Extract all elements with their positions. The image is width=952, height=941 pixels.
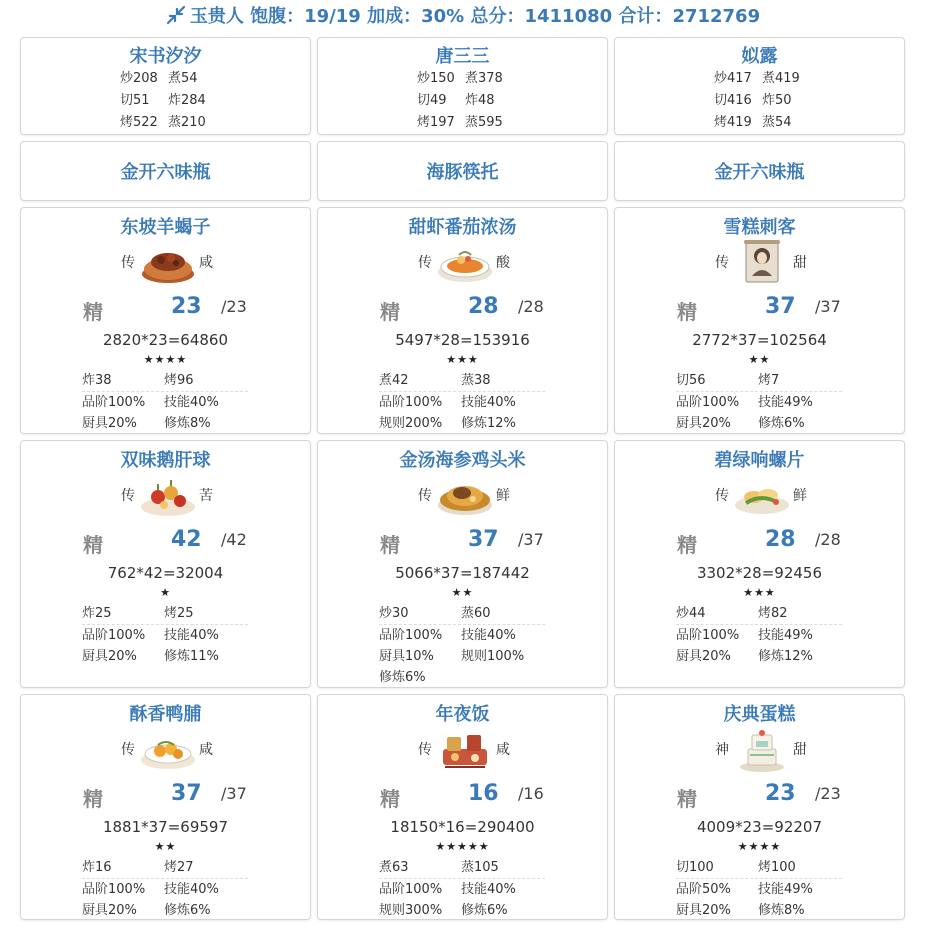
grade-label: 精 bbox=[380, 533, 400, 557]
new-year-feast-icon bbox=[435, 723, 495, 775]
dish-card-9[interactable] bbox=[614, 694, 905, 920]
skill-requirement: 烤25 bbox=[164, 606, 194, 621]
quantity-max: /28 bbox=[815, 530, 841, 549]
dish-card-5[interactable] bbox=[317, 440, 608, 688]
bonus-item: 品阶100% bbox=[82, 628, 146, 643]
bonus-list bbox=[82, 879, 252, 920]
dish-name: 庆典蛋糕 bbox=[723, 704, 796, 725]
summary-header bbox=[0, 3, 926, 31]
skill-requirement: 烤7 bbox=[758, 373, 780, 388]
score-formula: 2820*23=64860 bbox=[102, 331, 229, 349]
skill-requirement: 烤82 bbox=[758, 606, 788, 621]
bonus-item: 技能49% bbox=[758, 882, 813, 897]
skill-requirement: 炸38 bbox=[82, 373, 112, 388]
skill-requirement: 烤96 bbox=[164, 373, 194, 388]
score-label: 总分： bbox=[470, 6, 525, 27]
bonus-item: 技能40% bbox=[164, 882, 219, 897]
rarity-label: 传 bbox=[715, 255, 729, 271]
quantity-max: /23 bbox=[221, 297, 247, 316]
quantity-max: /37 bbox=[221, 784, 247, 803]
skill-requirements bbox=[379, 603, 545, 625]
guest-name: 玉贵人 bbox=[189, 6, 244, 27]
bonus-value: 30% bbox=[421, 6, 465, 27]
chef-skills bbox=[417, 68, 527, 134]
skill-requirements bbox=[379, 370, 545, 392]
soup-bowl-icon bbox=[435, 236, 495, 288]
taste-label: 鲜 bbox=[793, 488, 807, 504]
skill-requirement: 切100 bbox=[676, 860, 714, 875]
rarity-label: 传 bbox=[418, 742, 432, 758]
bonus-item: 技能40% bbox=[461, 882, 516, 897]
fullness-label: 饱腹： bbox=[250, 6, 305, 27]
star-rating: ★★ bbox=[154, 840, 177, 853]
rarity-label: 传 bbox=[418, 255, 432, 271]
equipment-card-2[interactable] bbox=[317, 141, 608, 201]
bonus-item: 技能40% bbox=[461, 628, 516, 643]
grade-label: 精 bbox=[83, 787, 103, 811]
skill-value: 炒150 bbox=[417, 71, 455, 86]
chef-name: 姒露 bbox=[741, 46, 778, 67]
grade-label: 精 bbox=[380, 300, 400, 324]
quantity-value[interactable]: 16 bbox=[468, 781, 499, 806]
bonus-list bbox=[676, 392, 846, 434]
bonus-item: 厨具10% bbox=[379, 649, 434, 664]
equipment-name: 金开六味瓶 bbox=[120, 162, 211, 183]
bonus-item: 技能49% bbox=[758, 395, 813, 410]
skill-requirement: 炸25 bbox=[82, 606, 112, 621]
bonus-item: 技能40% bbox=[164, 395, 219, 410]
bonus-item: 修炼12% bbox=[758, 649, 813, 664]
star-rating: ★★★★ bbox=[737, 840, 782, 853]
bonus-item: 规则200% bbox=[379, 416, 443, 431]
dish-name: 年夜饭 bbox=[435, 704, 490, 725]
quantity-value[interactable]: 23 bbox=[765, 781, 796, 806]
skill-requirements bbox=[379, 857, 545, 879]
score-value: 1411080 bbox=[524, 6, 613, 27]
bonus-list bbox=[379, 625, 549, 688]
bonus-list bbox=[82, 392, 252, 434]
score-formula: 762*42=32004 bbox=[107, 564, 224, 582]
rarity-label: 传 bbox=[121, 488, 135, 504]
skill-requirement: 炒44 bbox=[676, 606, 706, 621]
bonus-item: 品阶100% bbox=[676, 628, 740, 643]
star-rating: ★★★ bbox=[743, 586, 776, 599]
skill-requirements bbox=[676, 857, 842, 879]
taste-label: 苦 bbox=[199, 488, 213, 504]
dish-card-3[interactable] bbox=[614, 207, 905, 434]
bonus-list bbox=[676, 879, 846, 920]
rarity-label: 神 bbox=[715, 742, 729, 758]
skill-value: 煮419 bbox=[762, 71, 800, 86]
skill-value: 烤197 bbox=[417, 115, 455, 130]
dish-card-7[interactable] bbox=[20, 694, 311, 920]
bonus-item: 规则300% bbox=[379, 903, 443, 918]
quantity-max: /37 bbox=[815, 297, 841, 316]
skill-requirement: 烤27 bbox=[164, 860, 194, 875]
grade-label: 精 bbox=[677, 533, 697, 557]
rarity-label: 传 bbox=[121, 255, 135, 271]
conch-slices-icon bbox=[732, 469, 792, 521]
quantity-value[interactable]: 37 bbox=[468, 527, 499, 552]
taste-label: 咸 bbox=[199, 255, 213, 271]
quantity-value[interactable]: 37 bbox=[171, 781, 202, 806]
total-label: 合计： bbox=[618, 6, 673, 27]
bonus-item: 品阶100% bbox=[676, 395, 740, 410]
skill-value: 蒸54 bbox=[762, 115, 792, 130]
dish-card-2[interactable] bbox=[317, 207, 608, 434]
taste-label: 咸 bbox=[496, 742, 510, 758]
bonus-item: 技能40% bbox=[461, 395, 516, 410]
equipment-card-3[interactable] bbox=[614, 141, 905, 201]
dish-name: 甜虾番茄浓汤 bbox=[408, 217, 517, 238]
fullness-value: 19/19 bbox=[304, 6, 361, 27]
bonus-item: 厨具20% bbox=[676, 649, 731, 664]
taste-label: 咸 bbox=[199, 742, 213, 758]
score-formula: 18150*16=290400 bbox=[390, 818, 535, 836]
score-formula: 5497*28=153916 bbox=[395, 331, 530, 349]
skill-value: 蒸210 bbox=[168, 115, 206, 130]
bonus-item: 规则100% bbox=[461, 649, 525, 664]
rarity-label: 传 bbox=[418, 488, 432, 504]
bonus-item: 修炼11% bbox=[164, 649, 219, 664]
dish-name: 双味鹅肝球 bbox=[120, 450, 211, 471]
skill-value: 炒417 bbox=[714, 71, 752, 86]
scroll-portrait-icon bbox=[732, 236, 792, 288]
star-rating: ★ bbox=[160, 586, 171, 599]
equipment-name: 海豚筷托 bbox=[426, 162, 499, 183]
bonus-list bbox=[82, 625, 252, 667]
skill-requirements bbox=[82, 857, 248, 879]
skill-value: 煮54 bbox=[168, 71, 198, 86]
skill-requirement: 蒸105 bbox=[461, 860, 499, 875]
dish-card-1[interactable] bbox=[20, 207, 311, 434]
quantity-max: /23 bbox=[815, 784, 841, 803]
bonus-item: 技能40% bbox=[164, 628, 219, 643]
skill-value: 炸284 bbox=[168, 93, 206, 108]
star-rating: ★★★ bbox=[446, 353, 479, 366]
chef-card-2[interactable] bbox=[317, 37, 608, 135]
bonus-item: 修炼6% bbox=[461, 903, 508, 918]
skill-value: 蒸595 bbox=[465, 115, 503, 130]
dish-name: 东坡羊蝎子 bbox=[120, 217, 211, 238]
total-value: 2712769 bbox=[672, 6, 761, 27]
bonus-item: 厨具20% bbox=[82, 649, 137, 664]
equipment-name: 金开六味瓶 bbox=[714, 162, 805, 183]
quantity-max: /37 bbox=[518, 530, 544, 549]
bonus-item: 修炼12% bbox=[461, 416, 516, 431]
skill-value: 炸50 bbox=[762, 93, 792, 108]
taste-label: 鲜 bbox=[496, 488, 510, 504]
skill-value: 切416 bbox=[714, 93, 752, 108]
bonus-item: 厨具20% bbox=[676, 903, 731, 918]
skill-value: 煮378 bbox=[465, 71, 503, 86]
quantity-value[interactable]: 28 bbox=[468, 294, 499, 319]
collapse-arrows-icon[interactable] bbox=[166, 5, 186, 25]
skill-requirement: 蒸38 bbox=[461, 373, 491, 388]
quantity-value[interactable]: 23 bbox=[171, 294, 202, 319]
bonus-list bbox=[379, 392, 549, 434]
score-formula: 4009*23=92207 bbox=[696, 818, 823, 836]
star-rating: ★★★★★ bbox=[435, 840, 490, 853]
skill-value: 切51 bbox=[120, 93, 150, 108]
rarity-label: 传 bbox=[715, 488, 729, 504]
dish-name: 酥香鸭脯 bbox=[129, 704, 202, 725]
skill-requirements bbox=[82, 370, 248, 392]
equipment-card-1[interactable] bbox=[20, 141, 311, 201]
grade-label: 精 bbox=[677, 300, 697, 324]
dish-name: 碧绿响螺片 bbox=[714, 450, 805, 471]
golden-soup-icon bbox=[435, 469, 495, 521]
score-formula: 3302*28=92456 bbox=[696, 564, 823, 582]
star-rating: ★★ bbox=[748, 353, 771, 366]
skill-requirement: 切56 bbox=[676, 373, 706, 388]
taste-label: 酸 bbox=[496, 255, 510, 271]
dish-card-8[interactable] bbox=[317, 694, 608, 920]
bonus-item: 品阶100% bbox=[379, 882, 443, 897]
bonus-item: 品阶100% bbox=[379, 395, 443, 410]
skill-requirements bbox=[676, 603, 842, 625]
quantity-max: /28 bbox=[518, 297, 544, 316]
braised-meat-dish-icon bbox=[138, 236, 198, 288]
chef-name: 唐三三 bbox=[435, 46, 490, 67]
skill-requirement: 煮63 bbox=[379, 860, 409, 875]
dish-card-4[interactable] bbox=[20, 440, 311, 688]
foie-gras-balls-icon bbox=[138, 469, 198, 521]
taste-label: 甜 bbox=[793, 255, 807, 271]
skill-requirement: 煮42 bbox=[379, 373, 409, 388]
star-rating: ★★ bbox=[451, 586, 474, 599]
chef-card-1[interactable] bbox=[20, 37, 311, 135]
bonus-item: 品阶100% bbox=[379, 628, 443, 643]
dish-name: 金汤海参鸡头米 bbox=[399, 450, 526, 471]
bonus-list bbox=[676, 625, 846, 667]
taste-label: 甜 bbox=[793, 742, 807, 758]
chef-skills bbox=[120, 68, 230, 134]
quantity-value[interactable]: 42 bbox=[171, 527, 202, 552]
bonus-item: 修炼6% bbox=[379, 670, 426, 685]
quantity-value[interactable]: 28 bbox=[765, 527, 796, 552]
bonus-item: 厨具20% bbox=[82, 416, 137, 431]
quantity-max: /42 bbox=[221, 530, 247, 549]
grade-label: 精 bbox=[380, 787, 400, 811]
score-formula: 5066*37=187442 bbox=[395, 564, 530, 582]
skill-value: 炒208 bbox=[120, 71, 158, 86]
rarity-label: 传 bbox=[121, 742, 135, 758]
score-formula: 1881*37=69597 bbox=[102, 818, 229, 836]
bonus-item: 品阶100% bbox=[82, 395, 146, 410]
dish-name: 雪糕刺客 bbox=[723, 217, 796, 238]
bonus-item: 修炼6% bbox=[758, 416, 805, 431]
score-formula: 2772*37=102564 bbox=[692, 331, 827, 349]
skill-requirement: 蒸60 bbox=[461, 606, 491, 621]
bonus-item: 修炼8% bbox=[758, 903, 805, 918]
bonus-item: 修炼8% bbox=[164, 416, 211, 431]
skill-requirement: 炒30 bbox=[379, 606, 409, 621]
skill-value: 烤419 bbox=[714, 115, 752, 130]
skill-value: 烤522 bbox=[120, 115, 158, 130]
bonus-label: 加成： bbox=[367, 6, 422, 27]
skill-requirement: 炸16 bbox=[82, 860, 112, 875]
chef-name: 宋书汐汐 bbox=[129, 46, 202, 67]
chef-card-3[interactable] bbox=[614, 37, 905, 135]
grade-label: 精 bbox=[677, 787, 697, 811]
bonus-item: 品阶100% bbox=[82, 882, 146, 897]
dish-card-6[interactable] bbox=[614, 440, 905, 688]
skill-requirements bbox=[82, 603, 248, 625]
grade-label: 精 bbox=[83, 300, 103, 324]
bonus-item: 修炼6% bbox=[164, 903, 211, 918]
grade-label: 精 bbox=[83, 533, 103, 557]
bonus-list bbox=[379, 879, 549, 920]
duck-breast-icon bbox=[138, 723, 198, 775]
skill-requirement: 烤100 bbox=[758, 860, 796, 875]
celebration-cake-icon bbox=[732, 723, 792, 775]
chef-skills bbox=[714, 68, 824, 134]
skill-requirements bbox=[676, 370, 842, 392]
bonus-item: 品阶50% bbox=[676, 882, 731, 897]
bonus-item: 厨具20% bbox=[82, 903, 137, 918]
quantity-value[interactable]: 37 bbox=[765, 294, 796, 319]
quantity-max: /16 bbox=[518, 784, 544, 803]
skill-value: 切49 bbox=[417, 93, 447, 108]
bonus-item: 厨具20% bbox=[676, 416, 731, 431]
star-rating: ★★★★ bbox=[143, 353, 188, 366]
bonus-item: 技能49% bbox=[758, 628, 813, 643]
skill-value: 炸48 bbox=[465, 93, 495, 108]
